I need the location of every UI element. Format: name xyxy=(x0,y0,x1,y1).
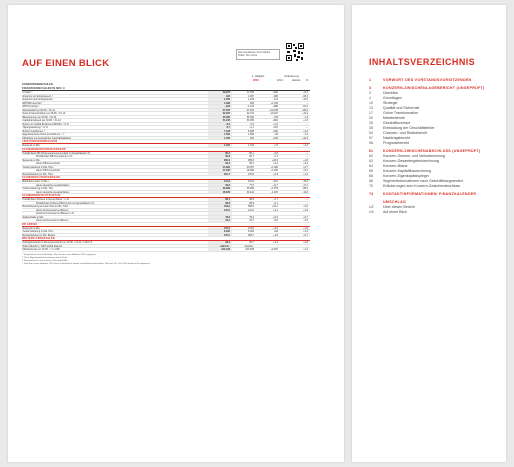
row-value: +620 xyxy=(272,91,278,94)
row-value: 80,1 xyxy=(249,151,254,155)
row-label: Mitarbeitende per 30.06. ¹⁾ / in VZP xyxy=(22,248,60,251)
row-value: +1.000 xyxy=(270,165,278,169)
row-value xyxy=(256,212,280,215)
row-value: 65,8 xyxy=(208,155,232,158)
row-value: – xyxy=(306,151,308,155)
row-label: Eigenfinanzierte Netto-Investitionen ¹⁾ ²⁾ xyxy=(22,133,65,136)
toc-page: 57 xyxy=(369,136,373,140)
row-value: +2,2 xyxy=(273,162,278,165)
row-value: +3,3 xyxy=(273,226,278,230)
section-header: SCHIENENINFRASTRUKTUR xyxy=(22,194,310,198)
footnote: ²⁾ Ohne Eigenkapital-/Investitionen durch Dritte. xyxy=(22,256,68,259)
row-value: 55.085 xyxy=(208,116,232,119)
row-value xyxy=(280,212,310,215)
row-value: +1,0 xyxy=(303,230,308,233)
section-header: LEISTUNGSKENNZAHLEN xyxy=(22,140,310,144)
footnote: ³⁾ Konzerninterne und -externe Geschäftsfelder. xyxy=(22,259,69,262)
toc-page: 10 xyxy=(369,101,373,105)
row-label: Tilgungsdeckung ¹⁾ in % xyxy=(22,126,48,129)
row-value: +1,8 xyxy=(303,241,308,244)
row-value: 281,7 xyxy=(208,173,232,176)
row-value: 222.168 xyxy=(208,248,232,251)
row-value: −56 xyxy=(273,133,278,136)
row-value: 508,5 xyxy=(248,205,254,208)
row-value: +3,0 xyxy=(303,205,308,208)
row-label: Capital Employed per 30.06. / 31.12. xyxy=(22,119,62,122)
row-value: – xyxy=(306,101,308,105)
toc-label: Strategie xyxy=(383,101,398,105)
row-value: 8,7 xyxy=(208,126,232,129)
toc-page: 68 xyxy=(369,179,373,183)
row-value: 370,0 xyxy=(208,234,232,237)
toc-section[interactable] xyxy=(369,78,499,83)
row-label: davon deutsche Gesellschaften xyxy=(36,183,70,186)
row-value: +17 xyxy=(273,144,278,147)
toc-label: Chancen- und Risikobericht xyxy=(383,131,428,135)
row-value: +8,8 xyxy=(273,126,278,129)
table-body xyxy=(22,87,310,252)
row-value: −0,1 xyxy=(273,201,278,205)
toc-label: Qualität und Sicherheit xyxy=(383,106,420,110)
header-absolute: absolut xyxy=(292,79,301,82)
row-value: −17,7 xyxy=(301,183,308,187)
row-value: 40.357 xyxy=(246,165,254,169)
row-value: −86,0 xyxy=(301,187,308,190)
row-value: +1.000 xyxy=(270,169,278,172)
row-value: 1.229 xyxy=(248,98,254,101)
row-value: 383 xyxy=(250,101,254,105)
row-value: 272,8 xyxy=(248,226,254,230)
row-label: Brutto-Investitionen ¹⁾ xyxy=(22,129,46,132)
row-value: +1,9 xyxy=(303,208,308,212)
toc-page: 25 xyxy=(369,121,373,125)
table-of-contents xyxy=(369,75,499,215)
row-value: −174 xyxy=(272,98,278,101)
toc-page: 3 xyxy=(369,86,371,90)
row-value: +3,1 xyxy=(273,208,278,212)
row-value: – xyxy=(276,244,278,248)
row-value: +15,1 xyxy=(271,205,278,208)
row-value: −14,2 xyxy=(301,98,308,101)
row-value: 22.397 xyxy=(208,112,232,115)
row-value: +10,9 xyxy=(301,136,308,140)
row-value: −10,8 xyxy=(301,180,308,183)
row-label: Umsatz ¹⁾ xyxy=(22,91,33,94)
toc-page: 64 xyxy=(369,164,373,168)
row-label: Mittelfluss aus betrieblicher Geschäftstätigkeit xyxy=(22,136,71,139)
row-value: +2,9 xyxy=(273,172,278,176)
page-title: AUF EINEN BLICK xyxy=(22,58,110,69)
toc-page: 61 xyxy=(369,149,373,153)
row-value: −83,3 xyxy=(301,94,308,98)
row-value: 88,9 xyxy=(249,201,254,205)
row-value: +92 xyxy=(273,230,278,233)
table-row xyxy=(22,248,310,252)
toc-page: 17 xyxy=(369,111,373,115)
row-value: 9.096 xyxy=(208,230,232,233)
toc-page: 65 xyxy=(369,169,373,173)
toc-label: Geschäftsverlauf xyxy=(383,121,410,125)
row-value: 6.908 xyxy=(248,129,254,133)
row-value: 121,5 xyxy=(248,208,254,212)
row-value: −5,0 xyxy=(249,122,254,126)
row-value: 56.350 xyxy=(246,115,254,119)
row-value: 50.265 xyxy=(246,119,254,122)
row-label: Verkehrsleistung in Mio. Pkm xyxy=(22,165,54,168)
row-label: Beförderte Güter in Mio. t xyxy=(22,180,50,183)
row-value: 12.227 xyxy=(208,91,232,94)
row-value: −226 xyxy=(208,105,232,108)
toc-label: Überblick xyxy=(383,91,398,95)
row-value: −3,5 xyxy=(208,123,232,126)
row-label: Reisende in Mio. xyxy=(22,144,41,147)
row-value: 18.878 xyxy=(208,191,232,194)
toc-page: 20 xyxy=(369,116,373,120)
row-value: 182 xyxy=(208,95,232,98)
toc-section[interactable] xyxy=(369,192,499,197)
footnote: ⁴⁾ Seit dem ersten Halbjahr 2015 ohne Pünktlichkeit Station und Wartezeit bei Halten. Wert per 30. Juni 2015 wurde nicht angepasst. xyxy=(22,263,151,266)
row-value: 151,8 xyxy=(248,180,254,183)
toc-label: Grundlagen xyxy=(383,96,402,100)
row-value: +2,7 xyxy=(303,165,308,169)
key-figures-table xyxy=(22,75,310,266)
row-value: – xyxy=(306,244,308,248)
row-label: Reisende in Mio. xyxy=(22,226,41,229)
row-value: – xyxy=(306,201,308,205)
row-value: +1,2 xyxy=(303,248,308,251)
row-value: 1.695 xyxy=(248,133,254,136)
footnotes xyxy=(22,254,310,267)
row-label: Stationshalte in Mio. xyxy=(22,215,45,218)
toc-label: Konzern-Bilanz xyxy=(383,164,408,168)
row-value: 9.004 xyxy=(248,230,254,233)
row-value: 35.059 xyxy=(246,187,254,190)
toc-label: Über diesen Bericht xyxy=(383,205,415,209)
row-value: 1.087 xyxy=(248,94,254,98)
row-value: 18.093 xyxy=(246,169,254,172)
row-label: Betriebsleistung in Mio. Trkm xyxy=(22,172,54,175)
row-value: 220.408 xyxy=(245,248,254,251)
toc-label: Mitarbeitende xyxy=(383,116,405,120)
row-value: +60,0 xyxy=(301,108,308,112)
row-value: 26,2 xyxy=(208,219,232,222)
row-value: Aa1/AA− xyxy=(208,245,232,248)
row-value: +4,3 xyxy=(303,129,308,133)
row-value: 80,2 xyxy=(208,152,232,155)
row-label: davon konzernexterne Bahnen xyxy=(36,208,69,211)
row-value: −10,0 xyxy=(271,180,278,183)
row-value: 1.220 xyxy=(208,144,232,147)
toc-item[interactable] xyxy=(369,184,499,189)
row-value: +0,5 xyxy=(273,215,278,219)
row-label: Return on Capital Employed (ROCE) ¹⁾ in % xyxy=(22,122,69,125)
toc-page: 66 xyxy=(369,174,373,178)
toc-page: U4 xyxy=(369,210,374,214)
toc-label: Konzern-Gesamtergebnisrechnung xyxy=(383,159,439,163)
header-label: KONZERNKENNZAHLEN xyxy=(22,83,53,86)
row-value: +1,2 xyxy=(273,241,278,244)
toc-label: VORWORT DES VORSTANDSVORSITZENDEN xyxy=(383,78,472,82)
row-label: davon deutsche Gesellschaften xyxy=(36,190,70,193)
toc-page: 62 xyxy=(369,154,373,158)
header-percent: % xyxy=(306,79,309,82)
toc-label: Konzern-Kapitalflussrechnung xyxy=(383,169,431,173)
row-value: +10.238 xyxy=(269,108,278,112)
toc-item[interactable] xyxy=(369,141,499,146)
toc-label: Grüne Transformation xyxy=(383,111,418,115)
row-value: +2.907 xyxy=(270,248,278,251)
footnote: ¹⁾ Fortgeführtes Geschäftsfelder. Wert für das erste Halbjahr 2015 angepasst. xyxy=(22,253,97,256)
row-value: −0,7 xyxy=(273,155,278,158)
toc-page: 1 xyxy=(369,78,371,82)
row-value: 82,7 xyxy=(249,155,254,158)
toc-page: 74 xyxy=(369,192,373,196)
section-header: DB ARRIVA xyxy=(22,223,310,227)
row-value: 27.202 xyxy=(246,108,254,112)
toc-page: 3 xyxy=(369,91,371,95)
row-value: 1.191 xyxy=(248,144,254,147)
row-label: Rating Moody's / S&P Global Ratings xyxy=(22,244,62,247)
row-label: EBITDA bereinigt ¹⁾ xyxy=(22,101,43,104)
row-value: 66,2 xyxy=(208,162,232,165)
row-value: 30.441 xyxy=(246,190,254,194)
row-value: Aa1/AA− xyxy=(244,244,254,248)
row-value: +5,2 xyxy=(303,169,308,172)
row-label: Netto-Finanzschulden per 30.06. / 31.12. xyxy=(22,112,66,115)
toc-label: Nachtragsbericht xyxy=(383,136,411,140)
row-value: +1,3 xyxy=(303,119,308,122)
row-value: 27.525 xyxy=(208,109,232,112)
row-label: Eigenkapital per 30.06. / 31.12. xyxy=(22,108,56,111)
row-value: 1.582 xyxy=(208,133,232,136)
row-value: +1,2 xyxy=(303,144,308,147)
row-value: +5,3 xyxy=(303,91,308,94)
row-value: +681 xyxy=(272,119,278,122)
row-value: −31,2 xyxy=(301,112,308,115)
row-value: +1,0 xyxy=(303,172,308,176)
row-value xyxy=(232,212,256,215)
toc-title: INHALTSVERZEICHNIS xyxy=(369,57,476,67)
row-label: davon konzernexterne Bahnen xyxy=(36,219,69,222)
toc-label: KONZERN-ZWISCHENLAGEBERICHT (UNGEPRÜFT) xyxy=(383,86,485,90)
toc-label: Erläuterungen zum Konzern-Zwischenabschluss xyxy=(383,184,461,188)
row-value: +36,3 xyxy=(271,158,278,162)
row-label: Ergebnis nach Ertragsteuern xyxy=(22,98,53,101)
toc-label: Konzern-Eigenkapitalspiegel xyxy=(383,174,429,178)
row-value: 78,8 xyxy=(208,216,232,219)
row-value: −0,1 xyxy=(249,126,254,129)
row-value: −905 xyxy=(272,94,278,98)
row-value: +0,7 xyxy=(303,215,308,219)
toc-item[interactable] xyxy=(369,210,499,215)
toc-page: 70 xyxy=(369,184,373,188)
row-label: davon DB Fernverkehr xyxy=(36,169,61,172)
row-value: −10.227 xyxy=(269,112,278,115)
row-value: 88,1 xyxy=(208,198,232,201)
toc-page: 58 xyxy=(369,141,373,145)
row-value: +986 xyxy=(272,105,278,108)
row-label: Verkehrsleistung in Mio. Pkm xyxy=(22,230,54,233)
row-label: Ergebnis vor Ertragsteuern ¹⁾ xyxy=(22,94,54,97)
toc-label: UMSCHLAG xyxy=(383,200,407,204)
row-value: 39.986 xyxy=(208,187,232,190)
toc-page: 35 xyxy=(369,126,373,130)
row-label: Pünktlichkeit Schiene DB-Konzern in Deutschland in % xyxy=(36,201,95,204)
row-label: Pünktlichkeit DB Schienenpersonenverkehr in Deutschland in % xyxy=(22,151,91,154)
row-value: – xyxy=(306,198,308,201)
row-label: Auftragsbestand im Personenverkehr per 30.06. / 31.12. in Mrd. € xyxy=(22,241,93,244)
section-header: SCHIENENPERSONENVERKEHR xyxy=(22,148,310,152)
row-value: 1.398 xyxy=(208,102,232,105)
row-value: +0,7 xyxy=(303,233,308,237)
row-value: +1,5 xyxy=(273,122,278,126)
row-value: +1,8 xyxy=(303,158,308,162)
toc-page: 13 xyxy=(369,106,373,110)
row-value: 940 xyxy=(250,136,254,140)
toc-label: KONZERN-ZWISCHENABSCHLUSS (UNGEPRÜFT) xyxy=(383,149,481,153)
row-value: 11.606 xyxy=(246,91,254,94)
row-value: −2,9 xyxy=(303,219,308,222)
header-2014: 2014 xyxy=(277,79,283,82)
toc-page: 54 xyxy=(369,131,373,135)
row-value: +1,8 xyxy=(273,233,278,237)
row-value: +1.015 xyxy=(270,101,278,105)
row-value: 88,8 xyxy=(249,198,254,201)
toc-label: Prognosebericht xyxy=(383,141,410,145)
toc-page: U2 xyxy=(369,205,374,209)
row-value: – xyxy=(306,126,308,129)
row-value: +3,3 xyxy=(303,162,308,165)
row-value: 95,7 xyxy=(249,241,254,244)
row-value: – xyxy=(306,155,308,158)
row-value: 41.882 xyxy=(208,166,232,169)
row-label: Pünktlichkeit DB Fernverkehr in % xyxy=(36,155,73,158)
row-value: −1.212 xyxy=(246,105,254,108)
section-header: WEITERE KENNZAHLEN xyxy=(22,237,310,241)
row-value: 534,6 xyxy=(208,205,232,208)
right-page xyxy=(352,5,506,462)
row-value: −3,4 xyxy=(303,133,308,136)
row-value: 276,8 xyxy=(248,172,254,176)
row-value: −81,4 xyxy=(301,105,308,108)
row-label: Bilanzsumme per 30.06. / 31.12. xyxy=(22,115,57,118)
row-value: −0,5 xyxy=(273,219,278,222)
row-value: 161,8 xyxy=(208,180,232,183)
row-value: 32.374 xyxy=(246,112,254,115)
row-value: 51.945 xyxy=(208,119,232,122)
header-period: 1. Halbjahr xyxy=(252,75,265,78)
row-value: 78,2 xyxy=(249,215,254,219)
row-value xyxy=(208,212,232,215)
row-value: −11,8 xyxy=(302,190,308,194)
qr-code-icon[interactable] xyxy=(286,43,304,61)
row-value: 122,0 xyxy=(208,209,232,212)
row-value: +3.754 xyxy=(270,187,278,190)
row-value: +1,9 xyxy=(303,226,308,230)
row-value: +159 xyxy=(272,136,278,140)
row-value: −0,8 xyxy=(273,151,278,155)
row-label: Reisende in Mio. xyxy=(22,158,41,161)
toc-label: Entwicklung der Geschäftsfelder xyxy=(383,126,435,130)
table-header xyxy=(22,75,310,87)
row-value: 88,8 xyxy=(208,202,232,205)
section-header: FINANZKENNZAHLEN IN MIO. € xyxy=(22,87,310,91)
row-value: +300 xyxy=(272,129,278,133)
section-header: SCHIENENGÜTERVERKEHR xyxy=(22,176,310,180)
row-value: −1.007 xyxy=(270,190,278,194)
toc-page: 4 xyxy=(369,96,371,100)
row-value: 65,8 xyxy=(208,184,232,187)
row-value: 368,7 xyxy=(248,233,254,237)
row-value: – xyxy=(306,122,308,126)
header-2015: 2015 xyxy=(253,79,259,82)
toc-label: Auf einen Blick xyxy=(383,210,407,214)
row-value: 77,5 xyxy=(249,183,254,187)
row-label: Betriebsleistung auf dem Netz in Mio. Trkm xyxy=(22,205,69,208)
row-value: −725 xyxy=(272,115,278,119)
row-value: −0,7 xyxy=(273,198,278,201)
toc-page: 63 xyxy=(369,159,373,163)
header-change: Veränderung xyxy=(284,75,299,78)
row-value: 1.055 xyxy=(208,98,232,101)
row-value: 959,8 xyxy=(248,158,254,162)
row-value: −1,4 xyxy=(303,115,308,119)
left-page xyxy=(8,5,344,462)
row-label: davon DB Fernverkehr xyxy=(36,162,61,165)
row-value: 960,6 xyxy=(208,159,232,162)
row-value: −11,7 xyxy=(272,183,278,187)
row-value: 93,2 xyxy=(208,241,232,244)
row-value: 26,7 xyxy=(249,219,254,222)
toc-label: KONTAKTINFORMATIONEN/ FINANZKALENDER xyxy=(383,192,477,196)
row-value: 66,2 xyxy=(249,162,254,165)
row-label: Pünktlichkeit Schiene in Deutschland ¹⁾ in % xyxy=(22,198,70,201)
row-value: 7.198 xyxy=(208,130,232,133)
row-label: Verkehrsleistung in Mio. Tkm xyxy=(22,187,54,190)
toc-label: Konzern-Gewinn- und Verlustrechnung xyxy=(383,154,445,158)
row-label: Betriebsleistung in Mio. Buskm xyxy=(22,233,56,236)
row-label: EBIT bereinigt ¹⁾ xyxy=(22,105,40,108)
toc-label: Segmentinformationen nach Geschäftssegmenten xyxy=(383,179,463,183)
row-label: Anteil konzernexterner Bahnen in % xyxy=(36,212,75,215)
qr-note: Die interaktiven Kennzahlen finden Sie online xyxy=(236,49,280,60)
row-value: 1.035 xyxy=(208,137,232,140)
row-value: 17.940 xyxy=(208,169,232,172)
row-value: 276,2 xyxy=(208,227,232,230)
